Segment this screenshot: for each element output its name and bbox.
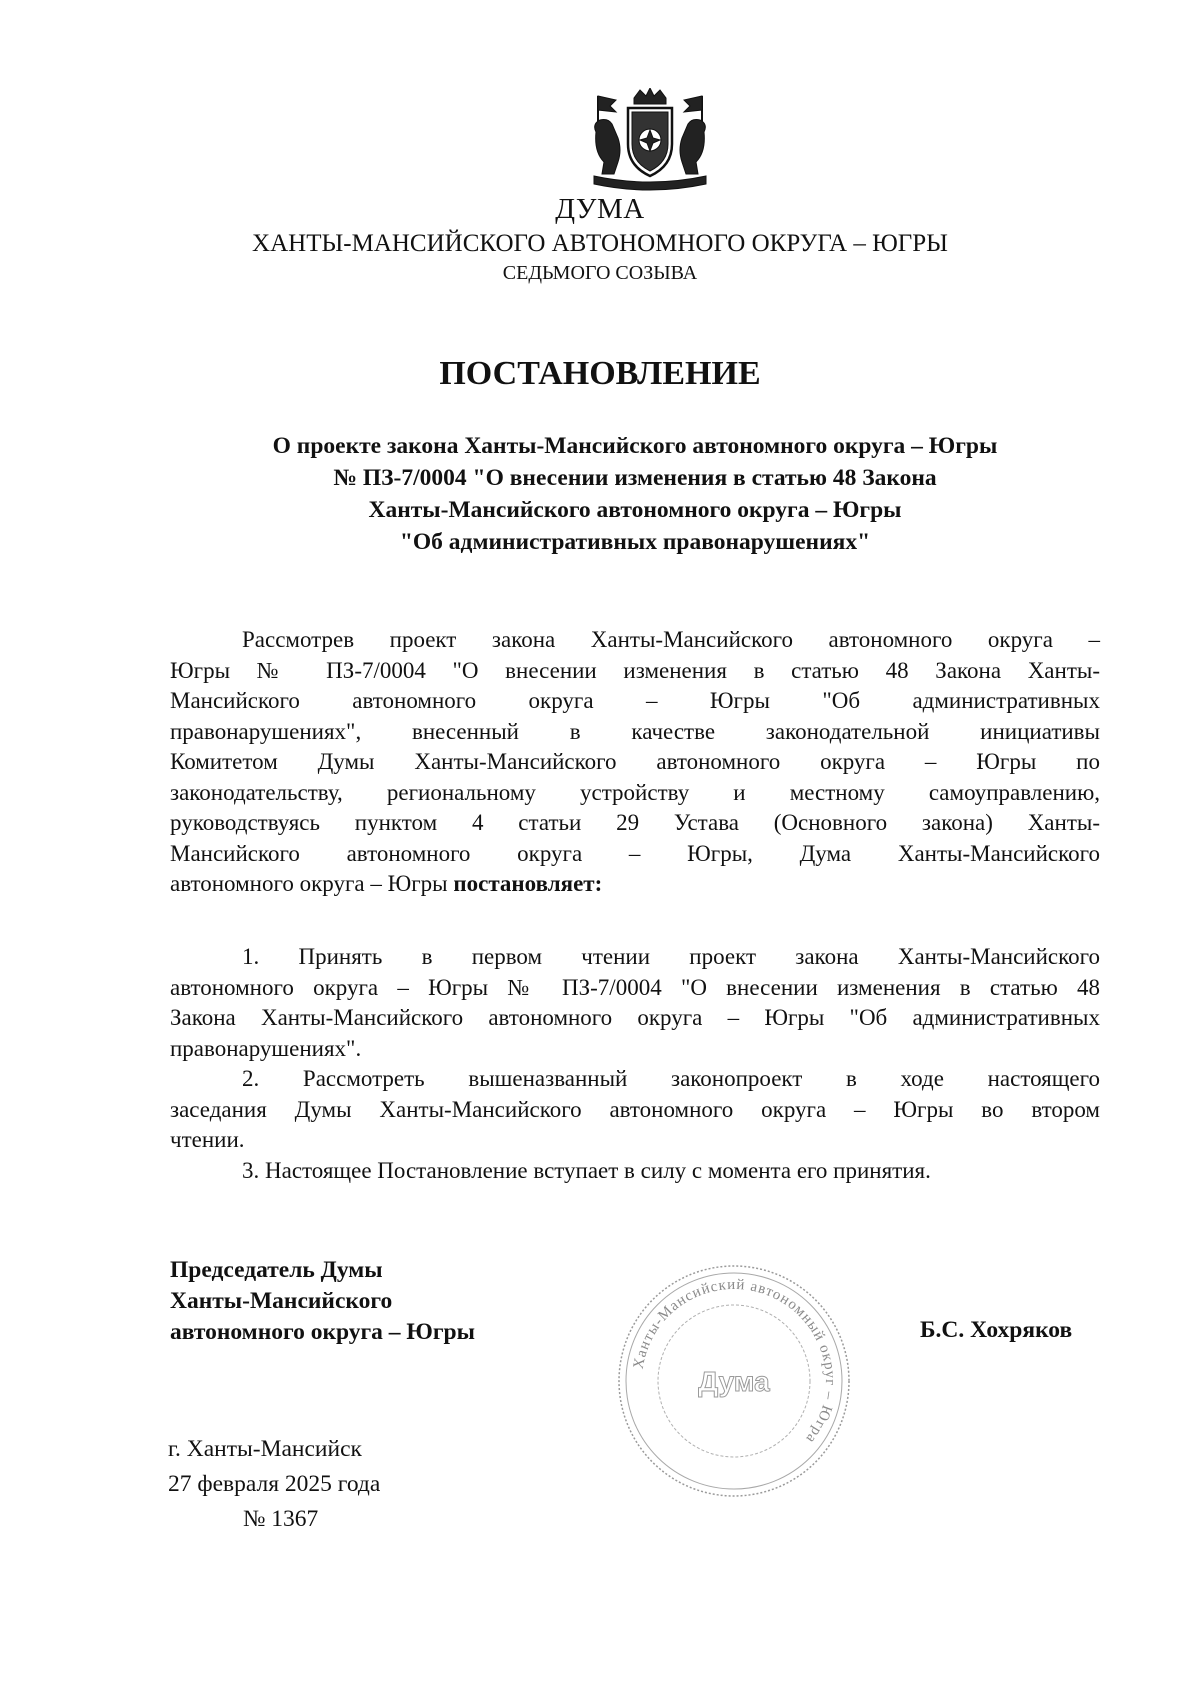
decision-keyword: постановляет:	[453, 871, 603, 896]
svg-text:Ханты-Мансийский автономный ок	[631, 1277, 838, 1447]
position-line: автономного округа – Югры	[170, 1319, 475, 1345]
text-line: правонарушениях".	[170, 1035, 362, 1061]
subject-line: № ПЗ-7/0004 "О внесении изменения в статью 48 Закона	[333, 465, 937, 491]
text-line: Комитетом Думы Ханты-Мансийского автономного округа – Югры по	[170, 749, 1100, 774]
resolution-points	[170, 942, 1100, 1186]
official-stamp	[613, 1260, 855, 1502]
text-line: законодательству, региональному устройству и местному самоуправлению,	[170, 779, 1100, 805]
signatory-name: Б.С. Хохряков	[920, 1317, 1073, 1343]
stamp-center-text: Дума	[698, 1366, 770, 1397]
region-name: ХАНТЫ-МАНСИЙСКОГО АВТОНОМНОГО ОКРУГА – ЮГРЫ	[252, 230, 948, 257]
place-of-adoption: г. Ханты-Мансийск	[168, 1436, 362, 1462]
text-line: Югры № ПЗ-7/0004 "О внесении изменения в статью 48 Закона Ханты-	[170, 657, 1100, 683]
document-subject	[170, 430, 1100, 558]
convocation: СЕДЬМОГО СОЗЫВА	[502, 262, 698, 284]
text-line: заседания Думы Ханты-Мансийского автономного округа – Югры во втором	[170, 1096, 1100, 1122]
text-line: 1. Принять в первом чтении проект закона Ханты-Мансийского	[242, 944, 1100, 969]
position-line: Ханты-Мансийского	[170, 1288, 393, 1314]
preamble-paragraph	[170, 625, 1100, 900]
signatory-position	[170, 1255, 475, 1348]
subject-line: Ханты-Мансийского автономного округа – Югры	[368, 497, 902, 523]
coat-of-arms-icon	[588, 88, 712, 196]
text-line	[170, 869, 1100, 900]
text-line: правонарушениях", внесенный в качестве законодательной инициативы	[170, 718, 1100, 744]
text-line: Рассмотрев проект закона Ханты-Мансийского автономного округа –	[242, 627, 1100, 652]
text-line: чтении.	[170, 1127, 245, 1152]
text-line: Мансийского автономного округа – Югры "Об административных	[170, 688, 1100, 713]
organization-name: ДУМА	[555, 193, 645, 225]
text-line: 3. Настоящее Постановление вступает в силу с момента его принятия.	[242, 1157, 931, 1183]
subject-line: О проекте закона Ханты-Мансийского автономного округа – Югры	[272, 433, 998, 459]
text-fragment: автономного округа – Югры	[170, 871, 454, 896]
text-line: автономного округа – Югры № ПЗ-7/0004 "О внесении изменения в статью 48	[170, 974, 1100, 1000]
text-line: руководствуясь пунктом 4 статьи 29 Устава (Основного закона) Ханты-	[170, 810, 1100, 835]
document-footer	[168, 1432, 380, 1537]
text-line: Закона Ханты-Мансийского автономного округа – Югры "Об административных	[170, 1005, 1100, 1030]
text-line: 2. Рассмотреть вышеназванный законопроект в ходе настоящего	[242, 1066, 1100, 1091]
text-line: Мансийского автономного округа – Югры, Дума Ханты-Мансийского	[170, 840, 1100, 866]
document-type-title: ПОСТАНОВЛЕНИЕ	[439, 355, 761, 392]
stamp-ring-text: Ханты-Мансийский автономный округ – Югра	[630, 1276, 839, 1447]
position-line: Председатель Думы	[170, 1257, 383, 1283]
subject-line: "Об административных правонарушениях"	[399, 529, 871, 555]
adoption-date: 27 февраля 2025 года	[168, 1471, 381, 1497]
document-number: № 1367	[243, 1506, 319, 1532]
